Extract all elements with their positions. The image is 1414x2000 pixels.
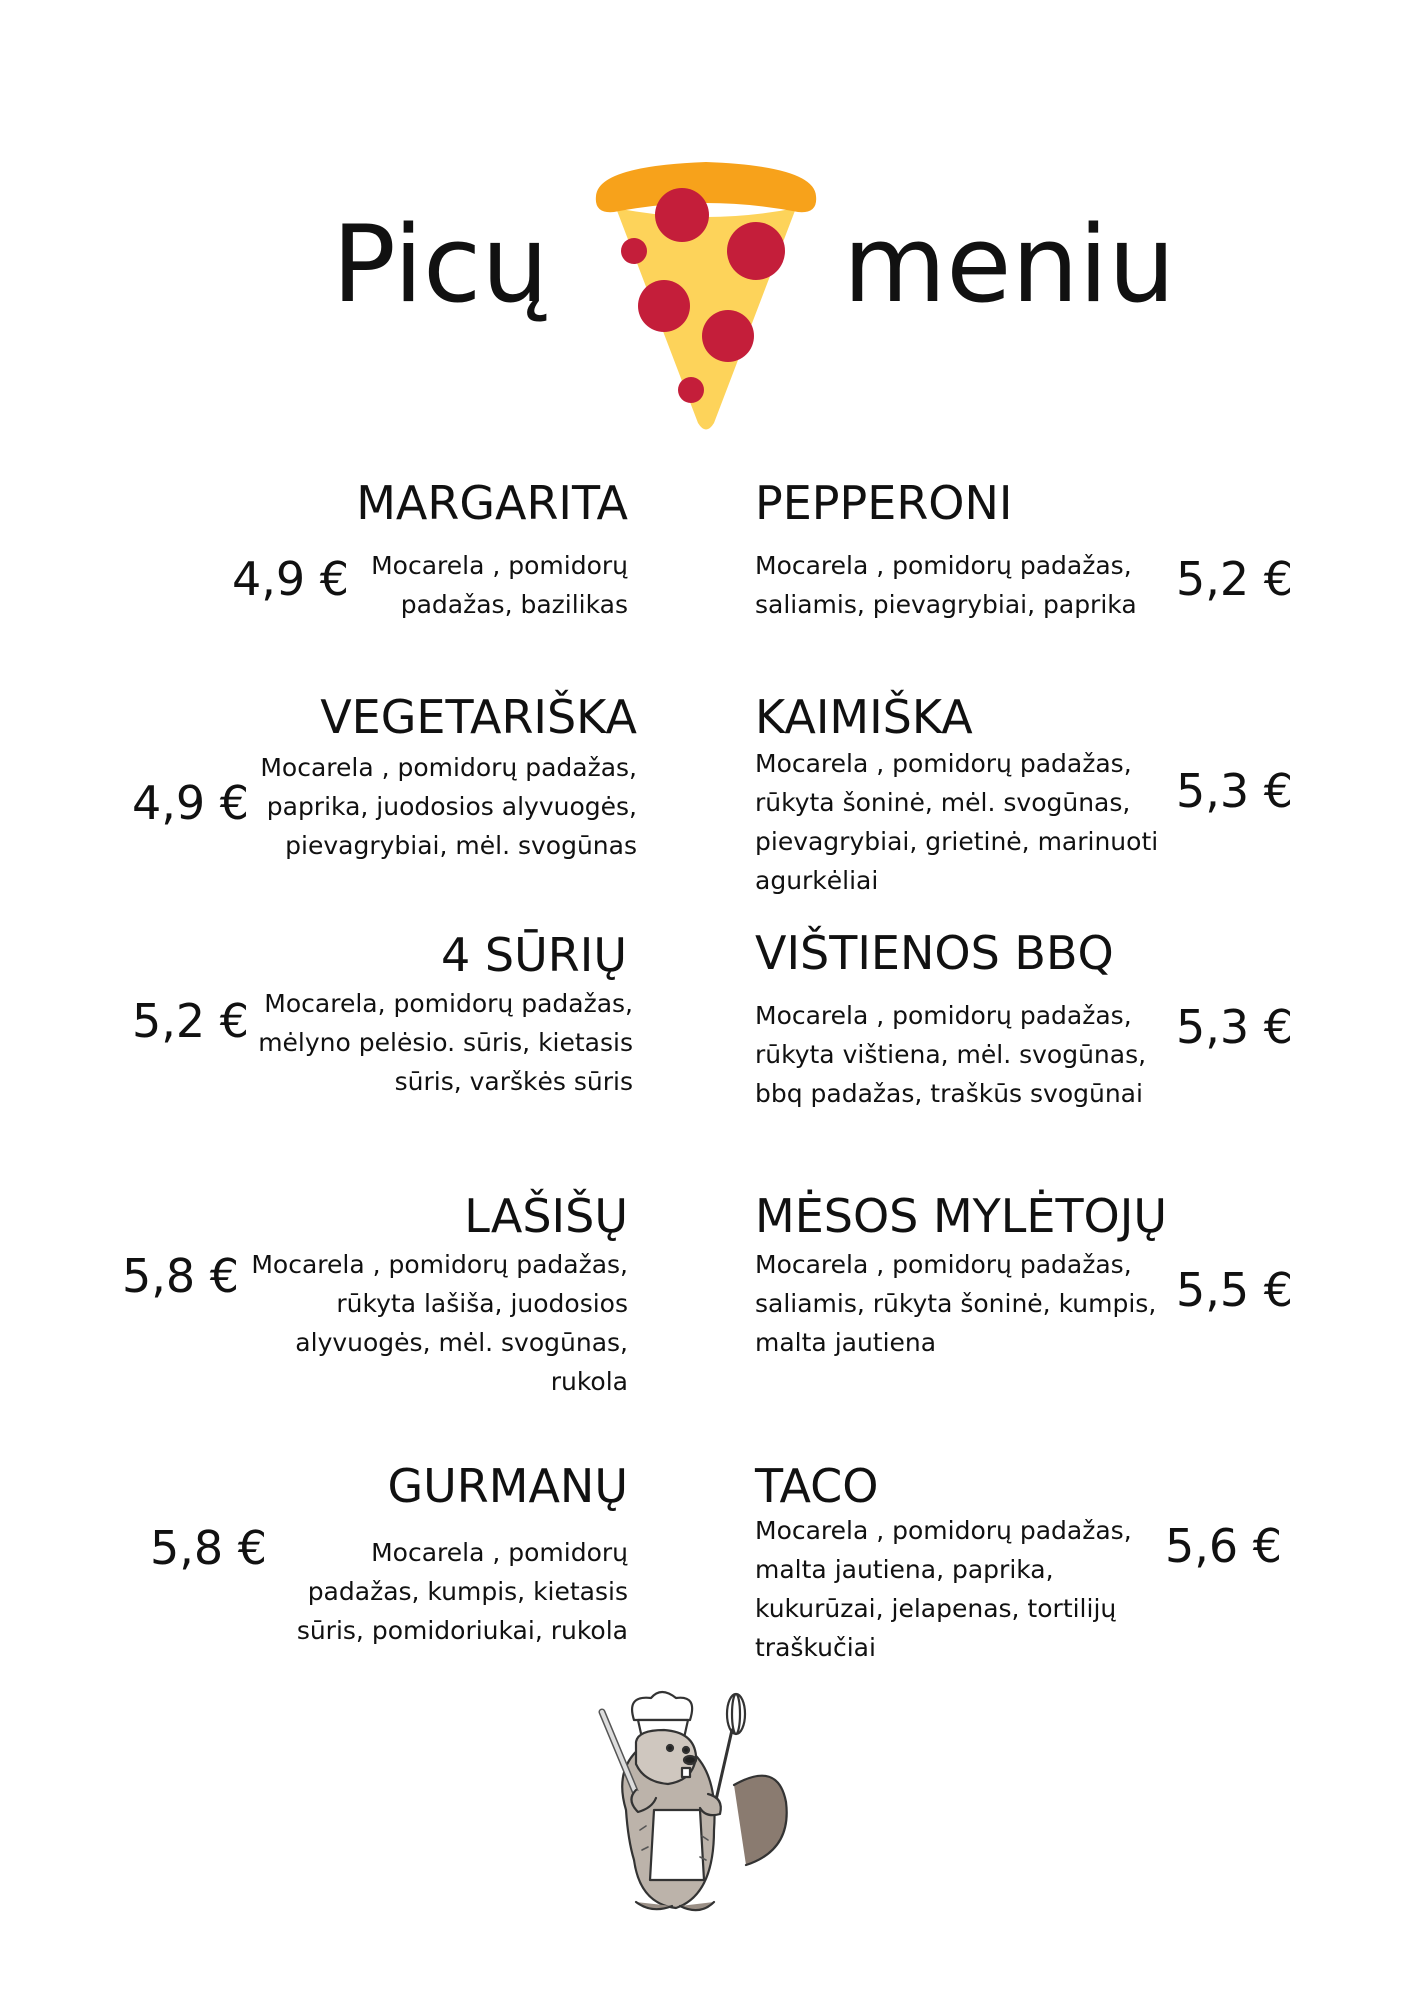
item-description: Mocarela , pomidorų padažas, rūkyta vištiena, mėl. svogūnas, bbq padažas, traškūs svogūnai <box>755 1001 1147 1108</box>
item-price: 4,9 € <box>232 552 350 606</box>
menu-item-kaimiska <box>755 690 1315 914</box>
item-name: TACO <box>755 1459 879 1513</box>
title-meniu: meniu <box>843 203 1176 326</box>
item-price: 5,2 € <box>1176 552 1294 606</box>
item-price: 5,5 € <box>1176 1263 1294 1317</box>
item-name: VEGETARIŠKA <box>320 690 637 744</box>
item-description: Mocarela , pomidorų padažas, kumpis, kietasis sūris, pomidoriukai, rukola <box>296 1538 628 1645</box>
item-description: Mocarela , pomidorų padažas, rūkyta lašiša, juodosios alyvuogės, mėl. svogūnas, rukola <box>251 1250 628 1396</box>
item-name: MĖSOS MYLĖTOJŲ <box>755 1189 1168 1243</box>
item-price: 5,8 € <box>150 1521 268 1575</box>
item-name: LAŠIŠŲ <box>464 1189 628 1243</box>
menu-item-margarita <box>0 476 628 630</box>
item-description: Mocarela , pomidorų padažas, bazilikas <box>371 551 628 619</box>
item-name: GURMANŲ <box>387 1459 628 1513</box>
item-price: 5,2 € <box>132 994 250 1048</box>
menu-item-pepperoni <box>755 476 1315 630</box>
item-price: 4,9 € <box>132 776 250 830</box>
menu-item-lasisu <box>0 1189 628 1413</box>
item-name: VIŠTIENOS BBQ <box>755 926 1114 980</box>
item-name: 4 SŪRIŲ <box>441 928 627 982</box>
item-price: 5,6 € <box>1165 1519 1283 1573</box>
menu-item-vegetariska <box>0 690 637 874</box>
item-description: Mocarela , pomidorų padažas, saliamis, rūkyta šoninė, kumpis, malta jautiena <box>755 1250 1157 1357</box>
pizza-slice-icon <box>588 158 824 433</box>
item-price: 5,3 € <box>1176 1000 1294 1054</box>
chef-beaver-illustration <box>596 1690 798 1925</box>
item-price: 5,3 € <box>1176 764 1294 818</box>
item-description: Mocarela , pomidorų padažas, malta jautiena, paprika, kukurūzai, jelapenas, tortilijų traškučiai <box>755 1516 1132 1662</box>
item-name: MARGARITA <box>356 476 628 530</box>
menu-item-mesos-myletoju <box>755 1189 1315 1373</box>
item-description: Mocarela , pomidorų padažas, rūkyta šoninė, mėl. svogūnas, pievagrybiai, grietinė, marinuoti agurkėliai <box>755 749 1159 895</box>
item-description: Mocarela, pomidorų padažas, mėlyno pelėsio. sūris, kietasis sūris, varškės sūris <box>258 989 633 1096</box>
item-description: Mocarela , pomidorų padažas, saliamis, pievagrybiai, paprika <box>755 551 1137 619</box>
title-picu: Picų <box>332 203 549 326</box>
item-name: PEPPERONI <box>755 476 1013 530</box>
menu-item-vistienos-bbq <box>755 926 1315 1110</box>
menu-item-4-suriu <box>0 928 633 1112</box>
menu-item-gurmanu <box>0 1459 628 1645</box>
item-name: KAIMIŠKA <box>755 690 973 744</box>
item-description: Mocarela , pomidorų padažas, paprika, juodosios alyvuogės, pievagrybiai, mėl. svogūnas <box>260 753 637 860</box>
item-price: 5,8 € <box>122 1249 240 1303</box>
menu-item-taco <box>755 1459 1315 1683</box>
